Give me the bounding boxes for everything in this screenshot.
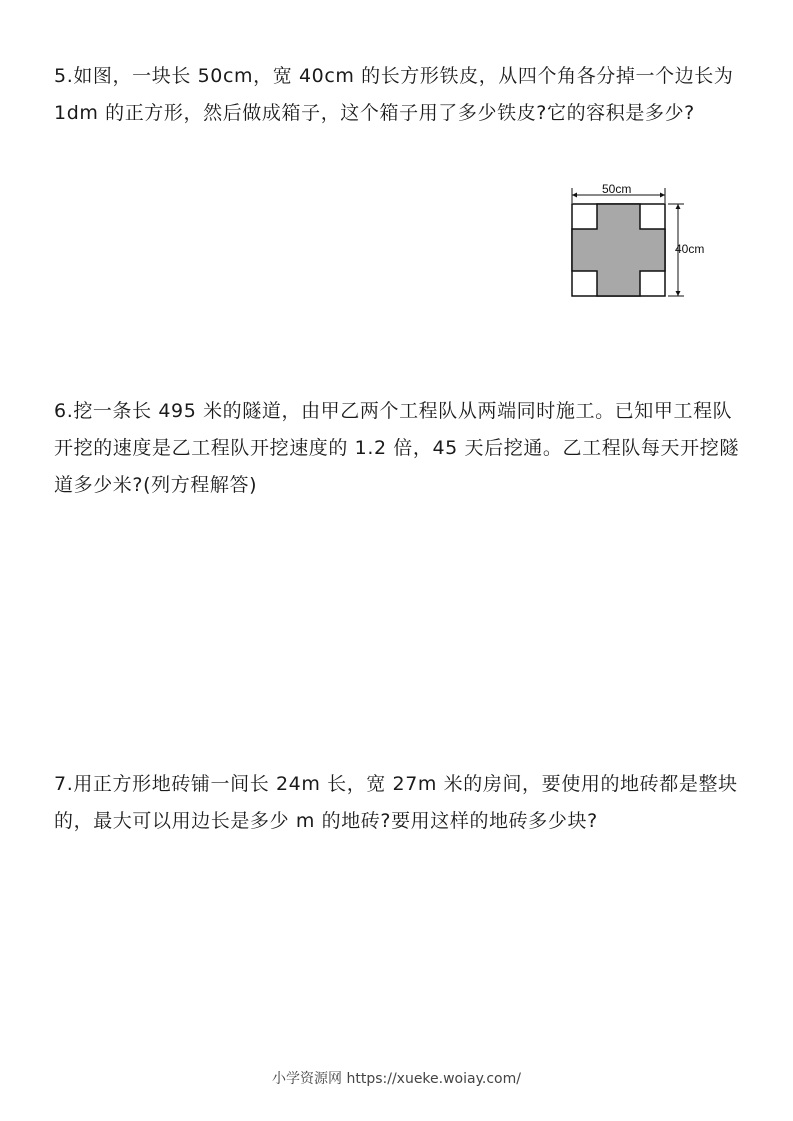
width-arrow-right <box>660 193 665 198</box>
footer-source: 小学资源网 https://xueke.woiay.com/ <box>272 1071 521 1087</box>
iron-sheet-diagram <box>560 180 720 305</box>
iron-sheet-svg <box>560 180 720 305</box>
height-label: 40cm <box>675 242 705 256</box>
question-5-text: 5.如图，一块长 50cm，宽 40cm 的长方形铁皮，从四个角各分掉一个边长为 1dm 的正方形，然后做成箱子，这个箱子用了多少铁皮?它的容积是多少? <box>54 65 741 124</box>
width-arrow-left <box>572 193 577 198</box>
width-label: 50cm <box>602 182 632 196</box>
height-arrow-bottom <box>676 291 681 296</box>
question-6-text: 6.挖一条长 495 米的隧道，由甲乙两个工程队从两端同时施工。已知甲工程队开挖的速度是乙工程队开挖速度的 1.2 倍，45 天后挖通。乙工程队每天开挖隧道多少米?(列方程解答) <box>54 400 739 496</box>
height-arrow-top <box>676 204 681 209</box>
question-7-text: 7.用正方形地砖铺一间长 24m 长，宽 27m 米的房间，要使用的地砖都是整块的，最大可以用边长是多少 m 的地砖?要用这样的地砖多少块? <box>54 773 738 832</box>
